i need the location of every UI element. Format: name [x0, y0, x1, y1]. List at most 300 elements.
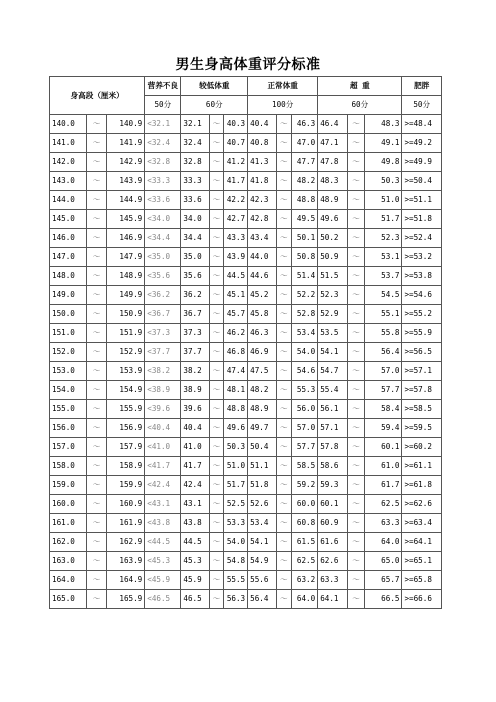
- low-weight-from: 46.5: [181, 590, 209, 609]
- overweight-from: 48.9: [318, 191, 348, 210]
- range-separator: ～: [347, 305, 365, 324]
- height-from: 142.0: [50, 153, 87, 172]
- obese-value: >=58.5: [402, 400, 442, 419]
- range-separator: ～: [347, 153, 365, 172]
- range-separator: ～: [347, 134, 365, 153]
- normal-weight-to: 46.3: [291, 115, 317, 134]
- range-separator: ～: [209, 362, 223, 381]
- overweight-to: 49.8: [365, 153, 402, 172]
- range-separator: ～: [276, 229, 291, 248]
- table-row: [50, 229, 442, 248]
- table-row: [50, 381, 442, 400]
- height-to: 150.9: [106, 305, 144, 324]
- overweight-from: 57.1: [318, 419, 348, 438]
- malnutrition-value: <45.9: [145, 571, 181, 590]
- normal-weight-from: 45.8: [248, 305, 276, 324]
- height-to: 165.9: [106, 590, 144, 609]
- low-weight-from: 37.3: [181, 324, 209, 343]
- range-separator: ～: [87, 172, 107, 191]
- low-weight-from: 34.4: [181, 229, 209, 248]
- range-separator: ～: [209, 324, 223, 343]
- malnutrition-value: <36.7: [145, 305, 181, 324]
- score-obese: 50分: [402, 96, 442, 115]
- obese-value: >=62.6: [402, 495, 442, 514]
- height-to: 157.9: [106, 438, 144, 457]
- header-height-range: 身高段（厘米）: [50, 77, 145, 115]
- height-from: 157.0: [50, 438, 87, 457]
- range-separator: ～: [87, 381, 107, 400]
- range-separator: ～: [87, 476, 107, 495]
- range-separator: ～: [87, 324, 107, 343]
- low-weight-to: 42.7: [224, 210, 248, 229]
- overweight-to: 48.3: [365, 115, 402, 134]
- height-to: 159.9: [106, 476, 144, 495]
- low-weight-from: 41.0: [181, 438, 209, 457]
- range-separator: ～: [276, 552, 291, 571]
- normal-weight-to: 60.0: [291, 495, 317, 514]
- weight-standard-table: [49, 76, 442, 609]
- overweight-from: 54.7: [318, 362, 348, 381]
- normal-weight-to: 61.5: [291, 533, 317, 552]
- range-separator: ～: [209, 210, 223, 229]
- normal-weight-to: 64.0: [291, 590, 317, 609]
- malnutrition-value: <35.0: [145, 248, 181, 267]
- overweight-from: 50.2: [318, 229, 348, 248]
- range-separator: ～: [209, 229, 223, 248]
- overweight-to: 57.7: [365, 381, 402, 400]
- low-weight-from: 45.3: [181, 552, 209, 571]
- low-weight-from: 33.3: [181, 172, 209, 191]
- normal-weight-to: 55.3: [291, 381, 317, 400]
- range-separator: ～: [209, 571, 223, 590]
- overweight-from: 59.3: [318, 476, 348, 495]
- range-separator: ～: [209, 115, 223, 134]
- normal-weight-from: 44.0: [248, 248, 276, 267]
- range-separator: ～: [276, 153, 291, 172]
- overweight-from: 61.6: [318, 533, 348, 552]
- height-from: 140.0: [50, 115, 87, 134]
- height-from: 148.0: [50, 267, 87, 286]
- range-separator: ～: [209, 343, 223, 362]
- normal-weight-to: 54.6: [291, 362, 317, 381]
- height-from: 151.0: [50, 324, 87, 343]
- normal-weight-to: 53.4: [291, 324, 317, 343]
- normal-weight-from: 48.2: [248, 381, 276, 400]
- normal-weight-from: 46.3: [248, 324, 276, 343]
- range-separator: ～: [87, 457, 107, 476]
- overweight-from: 54.1: [318, 343, 348, 362]
- normal-weight-from: 52.6: [248, 495, 276, 514]
- range-separator: ～: [347, 514, 365, 533]
- overweight-from: 49.6: [318, 210, 348, 229]
- malnutrition-value: <37.3: [145, 324, 181, 343]
- range-separator: ～: [87, 590, 107, 609]
- overweight-from: 53.5: [318, 324, 348, 343]
- low-weight-to: 42.2: [224, 191, 248, 210]
- range-separator: ～: [347, 229, 365, 248]
- normal-weight-from: 50.4: [248, 438, 276, 457]
- range-separator: ～: [276, 210, 291, 229]
- obese-value: >=55.9: [402, 324, 442, 343]
- low-weight-from: 34.0: [181, 210, 209, 229]
- height-from: 144.0: [50, 191, 87, 210]
- normal-weight-from: 54.1: [248, 533, 276, 552]
- table-row: [50, 210, 442, 229]
- range-separator: ～: [209, 381, 223, 400]
- height-from: 149.0: [50, 286, 87, 305]
- normal-weight-to: 48.8: [291, 191, 317, 210]
- obese-value: >=51.1: [402, 191, 442, 210]
- height-from: 152.0: [50, 343, 87, 362]
- overweight-to: 55.8: [365, 324, 402, 343]
- height-from: 143.0: [50, 172, 87, 191]
- normal-weight-from: 53.4: [248, 514, 276, 533]
- malnutrition-value: <39.6: [145, 400, 181, 419]
- low-weight-from: 33.6: [181, 191, 209, 210]
- range-separator: ～: [87, 210, 107, 229]
- malnutrition-value: <33.3: [145, 172, 181, 191]
- obese-value: >=48.4: [402, 115, 442, 134]
- overweight-to: 53.1: [365, 248, 402, 267]
- overweight-from: 46.4: [318, 115, 348, 134]
- table-row: [50, 571, 442, 590]
- height-from: 156.0: [50, 419, 87, 438]
- range-separator: ～: [87, 343, 107, 362]
- normal-weight-from: 42.3: [248, 191, 276, 210]
- range-separator: ～: [209, 153, 223, 172]
- height-from: 160.0: [50, 495, 87, 514]
- range-separator: ～: [347, 495, 365, 514]
- malnutrition-value: <43.1: [145, 495, 181, 514]
- range-separator: ～: [276, 324, 291, 343]
- normal-weight-to: 52.8: [291, 305, 317, 324]
- range-separator: ～: [87, 267, 107, 286]
- range-separator: ～: [209, 400, 223, 419]
- height-from: 147.0: [50, 248, 87, 267]
- overweight-from: 60.9: [318, 514, 348, 533]
- normal-weight-from: 51.1: [248, 457, 276, 476]
- height-from: 159.0: [50, 476, 87, 495]
- overweight-from: 56.1: [318, 400, 348, 419]
- normal-weight-from: 46.9: [248, 343, 276, 362]
- normal-weight-from: 47.5: [248, 362, 276, 381]
- range-separator: ～: [87, 438, 107, 457]
- overweight-from: 52.9: [318, 305, 348, 324]
- normal-weight-from: 40.4: [248, 115, 276, 134]
- overweight-to: 53.7: [365, 267, 402, 286]
- low-weight-to: 41.2: [224, 153, 248, 172]
- range-separator: ～: [276, 286, 291, 305]
- overweight-to: 59.4: [365, 419, 402, 438]
- overweight-to: 64.0: [365, 533, 402, 552]
- low-weight-from: 43.1: [181, 495, 209, 514]
- range-separator: ～: [347, 115, 365, 134]
- overweight-to: 65.7: [365, 571, 402, 590]
- low-weight-from: 32.4: [181, 134, 209, 153]
- low-weight-to: 55.5: [224, 571, 248, 590]
- low-weight-to: 51.7: [224, 476, 248, 495]
- height-from: 163.0: [50, 552, 87, 571]
- range-separator: ～: [276, 267, 291, 286]
- height-to: 154.9: [106, 381, 144, 400]
- range-separator: ～: [347, 267, 365, 286]
- overweight-to: 66.5: [365, 590, 402, 609]
- range-separator: ～: [209, 419, 223, 438]
- malnutrition-value: <32.8: [145, 153, 181, 172]
- range-separator: ～: [347, 343, 365, 362]
- overweight-from: 51.5: [318, 267, 348, 286]
- range-separator: ～: [276, 191, 291, 210]
- low-weight-from: 44.5: [181, 533, 209, 552]
- low-weight-to: 49.6: [224, 419, 248, 438]
- range-separator: ～: [276, 495, 291, 514]
- range-separator: ～: [209, 134, 223, 153]
- range-separator: ～: [347, 286, 365, 305]
- range-separator: ～: [276, 476, 291, 495]
- low-weight-from: 35.0: [181, 248, 209, 267]
- overweight-to: 62.5: [365, 495, 402, 514]
- obese-value: >=64.1: [402, 533, 442, 552]
- range-separator: ～: [209, 552, 223, 571]
- table-row: [50, 419, 442, 438]
- malnutrition-value: <42.4: [145, 476, 181, 495]
- overweight-to: 61.7: [365, 476, 402, 495]
- low-weight-from: 42.4: [181, 476, 209, 495]
- obese-value: >=65.1: [402, 552, 442, 571]
- range-separator: ～: [87, 552, 107, 571]
- malnutrition-value: <41.7: [145, 457, 181, 476]
- overweight-from: 55.4: [318, 381, 348, 400]
- obese-value: >=60.2: [402, 438, 442, 457]
- range-separator: ～: [87, 495, 107, 514]
- range-separator: ～: [87, 115, 107, 134]
- height-to: 142.9: [106, 153, 144, 172]
- low-weight-to: 45.1: [224, 286, 248, 305]
- range-separator: ～: [209, 476, 223, 495]
- table-row: [50, 457, 442, 476]
- low-weight-from: 32.1: [181, 115, 209, 134]
- height-to: 144.9: [106, 191, 144, 210]
- normal-weight-to: 60.8: [291, 514, 317, 533]
- range-separator: ～: [87, 571, 107, 590]
- height-to: 156.9: [106, 419, 144, 438]
- normal-weight-from: 56.4: [248, 590, 276, 609]
- normal-weight-to: 49.5: [291, 210, 317, 229]
- obese-value: >=51.8: [402, 210, 442, 229]
- overweight-from: 60.1: [318, 495, 348, 514]
- table-row: [50, 590, 442, 609]
- range-separator: ～: [87, 419, 107, 438]
- table-row: [50, 495, 442, 514]
- malnutrition-value: <36.2: [145, 286, 181, 305]
- range-separator: ～: [347, 552, 365, 571]
- range-separator: ～: [209, 305, 223, 324]
- height-from: 161.0: [50, 514, 87, 533]
- range-separator: ～: [347, 210, 365, 229]
- range-separator: ～: [209, 514, 223, 533]
- overweight-from: 52.3: [318, 286, 348, 305]
- low-weight-to: 48.1: [224, 381, 248, 400]
- low-weight-to: 50.3: [224, 438, 248, 457]
- obese-value: >=52.4: [402, 229, 442, 248]
- normal-weight-from: 41.8: [248, 172, 276, 191]
- overweight-from: 62.6: [318, 552, 348, 571]
- range-separator: ～: [209, 438, 223, 457]
- range-separator: ～: [209, 267, 223, 286]
- table-row: [50, 343, 442, 362]
- normal-weight-to: 47.0: [291, 134, 317, 153]
- height-from: 141.0: [50, 134, 87, 153]
- height-from: 146.0: [50, 229, 87, 248]
- range-separator: ～: [276, 172, 291, 191]
- range-separator: ～: [209, 172, 223, 191]
- normal-weight-from: 51.8: [248, 476, 276, 495]
- table-row: [50, 191, 442, 210]
- height-to: 141.9: [106, 134, 144, 153]
- height-to: 155.9: [106, 400, 144, 419]
- range-separator: ～: [347, 381, 365, 400]
- overweight-from: 48.3: [318, 172, 348, 191]
- height-to: 151.9: [106, 324, 144, 343]
- range-separator: ～: [276, 381, 291, 400]
- obese-value: >=49.2: [402, 134, 442, 153]
- range-separator: ～: [276, 590, 291, 609]
- normal-weight-to: 51.4: [291, 267, 317, 286]
- range-separator: ～: [209, 248, 223, 267]
- normal-weight-to: 54.0: [291, 343, 317, 362]
- range-separator: ～: [87, 134, 107, 153]
- overweight-from: 58.6: [318, 457, 348, 476]
- overweight-to: 51.7: [365, 210, 402, 229]
- table-row: [50, 476, 442, 495]
- obese-value: >=61.1: [402, 457, 442, 476]
- overweight-from: 47.8: [318, 153, 348, 172]
- height-to: 158.9: [106, 457, 144, 476]
- normal-weight-from: 55.6: [248, 571, 276, 590]
- obese-value: >=57.1: [402, 362, 442, 381]
- low-weight-to: 41.7: [224, 172, 248, 191]
- range-separator: ～: [347, 172, 365, 191]
- low-weight-from: 41.7: [181, 457, 209, 476]
- normal-weight-to: 50.1: [291, 229, 317, 248]
- table-row: [50, 305, 442, 324]
- header-malnutrition: 营养不良: [145, 77, 181, 96]
- normal-weight-to: 56.0: [291, 400, 317, 419]
- range-separator: ～: [347, 324, 365, 343]
- range-separator: ～: [276, 419, 291, 438]
- low-weight-to: 40.7: [224, 134, 248, 153]
- table-row: [50, 153, 442, 172]
- header-low-weight: 较低体重: [181, 77, 248, 96]
- height-from: 153.0: [50, 362, 87, 381]
- range-separator: ～: [87, 229, 107, 248]
- overweight-to: 61.0: [365, 457, 402, 476]
- overweight-to: 65.0: [365, 552, 402, 571]
- range-separator: ～: [209, 457, 223, 476]
- overweight-to: 55.1: [365, 305, 402, 324]
- height-to: 160.9: [106, 495, 144, 514]
- obese-value: >=56.5: [402, 343, 442, 362]
- normal-weight-from: 54.9: [248, 552, 276, 571]
- range-separator: ～: [87, 153, 107, 172]
- low-weight-to: 52.5: [224, 495, 248, 514]
- height-to: 163.9: [106, 552, 144, 571]
- malnutrition-value: <32.1: [145, 115, 181, 134]
- low-weight-from: 40.4: [181, 419, 209, 438]
- normal-weight-to: 62.5: [291, 552, 317, 571]
- low-weight-to: 47.4: [224, 362, 248, 381]
- range-separator: ～: [347, 400, 365, 419]
- malnutrition-value: <32.4: [145, 134, 181, 153]
- malnutrition-value: <38.9: [145, 381, 181, 400]
- header-obese: 肥胖: [402, 77, 442, 96]
- range-separator: ～: [87, 400, 107, 419]
- range-separator: ～: [276, 457, 291, 476]
- header-overweight: 超 重: [318, 77, 402, 96]
- range-separator: ～: [347, 191, 365, 210]
- normal-weight-from: 42.8: [248, 210, 276, 229]
- score-low-weight: 60分: [181, 96, 248, 115]
- normal-weight-to: 52.2: [291, 286, 317, 305]
- overweight-to: 57.0: [365, 362, 402, 381]
- height-from: 158.0: [50, 457, 87, 476]
- low-weight-from: 39.6: [181, 400, 209, 419]
- height-to: 148.9: [106, 267, 144, 286]
- score-normal-weight: 100分: [248, 96, 318, 115]
- malnutrition-value: <34.4: [145, 229, 181, 248]
- range-separator: ～: [276, 343, 291, 362]
- low-weight-from: 32.8: [181, 153, 209, 172]
- range-separator: ～: [347, 533, 365, 552]
- normal-weight-from: 43.4: [248, 229, 276, 248]
- range-separator: ～: [347, 590, 365, 609]
- malnutrition-value: <46.5: [145, 590, 181, 609]
- range-separator: ～: [276, 514, 291, 533]
- overweight-from: 57.8: [318, 438, 348, 457]
- low-weight-from: 35.6: [181, 267, 209, 286]
- overweight-to: 54.5: [365, 286, 402, 305]
- low-weight-to: 46.2: [224, 324, 248, 343]
- range-separator: ～: [209, 495, 223, 514]
- normal-weight-from: 49.7: [248, 419, 276, 438]
- table-row: [50, 533, 442, 552]
- range-separator: ～: [276, 134, 291, 153]
- overweight-to: 50.3: [365, 172, 402, 191]
- range-separator: ～: [87, 248, 107, 267]
- overweight-to: 63.3: [365, 514, 402, 533]
- low-weight-to: 53.3: [224, 514, 248, 533]
- range-separator: ～: [87, 286, 107, 305]
- height-to: 162.9: [106, 533, 144, 552]
- height-from: 165.0: [50, 590, 87, 609]
- height-from: 162.0: [50, 533, 87, 552]
- normal-weight-from: 40.8: [248, 134, 276, 153]
- height-to: 147.9: [106, 248, 144, 267]
- table-row: [50, 514, 442, 533]
- range-separator: ～: [209, 533, 223, 552]
- height-to: 153.9: [106, 362, 144, 381]
- table-row: [50, 400, 442, 419]
- malnutrition-value: <35.6: [145, 267, 181, 286]
- height-to: 164.9: [106, 571, 144, 590]
- range-separator: ～: [347, 476, 365, 495]
- low-weight-to: 40.3: [224, 115, 248, 134]
- range-separator: ～: [87, 362, 107, 381]
- obese-value: >=65.8: [402, 571, 442, 590]
- overweight-from: 63.3: [318, 571, 348, 590]
- normal-weight-from: 48.9: [248, 400, 276, 419]
- range-separator: ～: [276, 438, 291, 457]
